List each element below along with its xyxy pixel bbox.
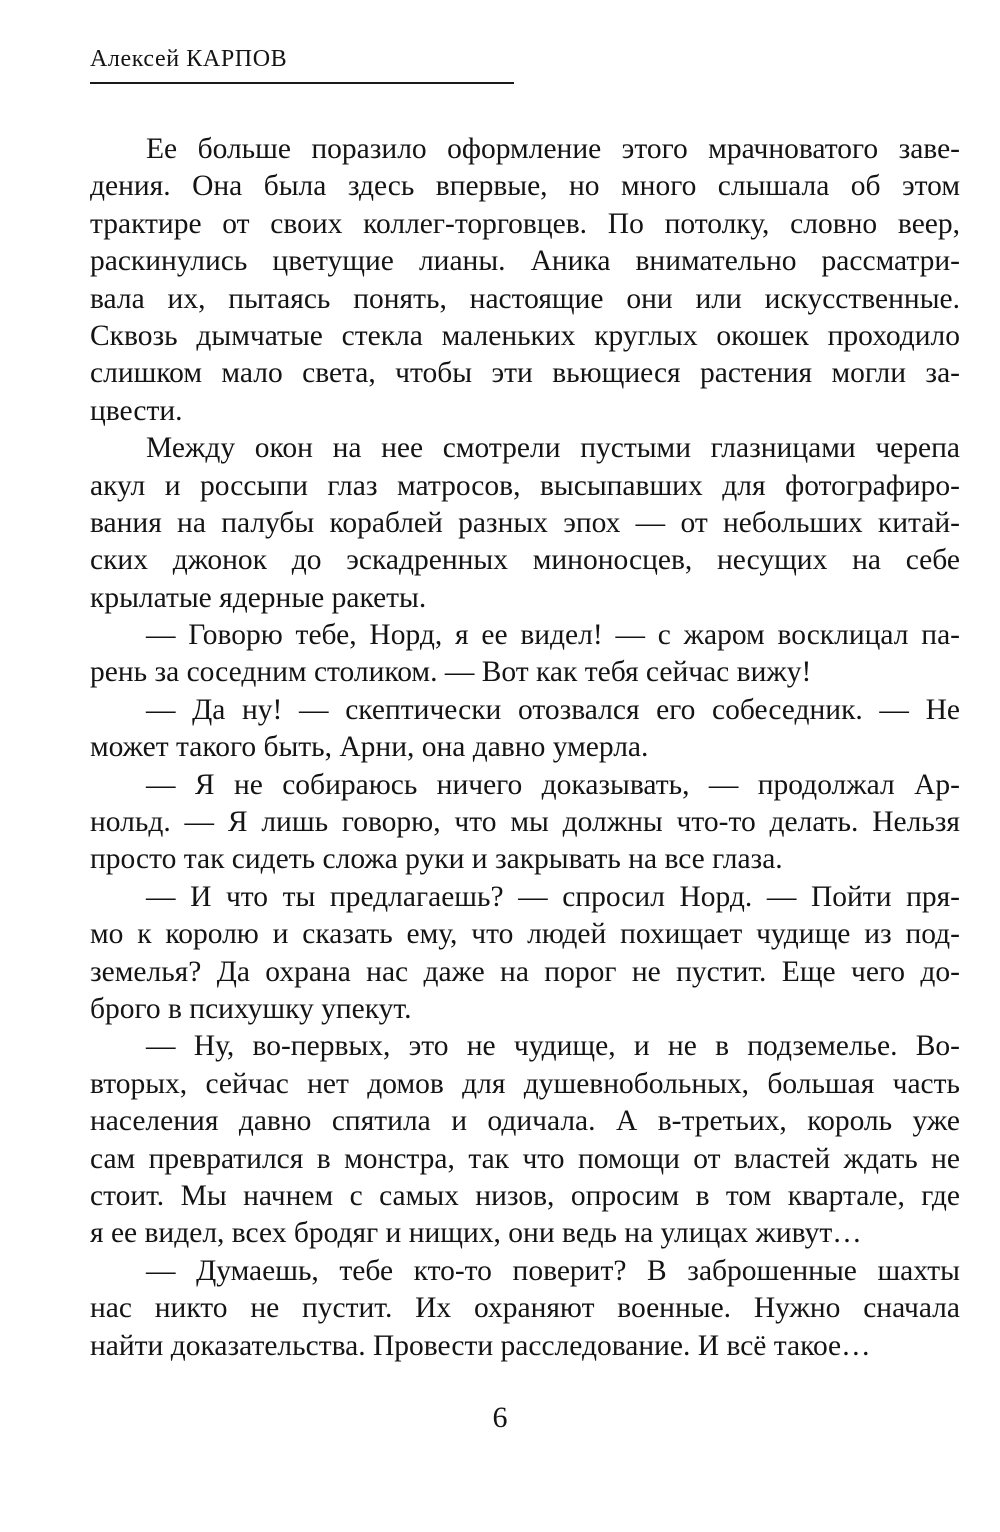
text-line: мо к королю и сказать ему, что людей похищает чудище из под- xyxy=(90,918,960,951)
text-line: Сквозь дымчатые стекла маленьких круглых окошек проходило xyxy=(90,319,960,352)
text-line: населения давно спятила и одичала. А в-третьих, король уже xyxy=(90,1105,960,1138)
text-line: найти доказательства. Провести расследование. И всё такое… xyxy=(90,1329,871,1362)
text-line: Ее больше поразило оформление этого мрачноватого заве- xyxy=(146,133,960,165)
text-line: — Думаешь, тебе кто-то поверит? В заброшенные шахты xyxy=(146,1254,960,1287)
text-line: нольд. — Я лишь говорю, что мы должны что-то делать. Нельзя xyxy=(90,806,960,839)
text-line: раскинулись цветущие лианы. Аника внимательно рассматри- xyxy=(90,245,960,278)
text-line: просто так сидеть сложа руки и закрывать на все глаза. xyxy=(90,843,783,876)
author-first-name: Алексей xyxy=(90,46,180,72)
text-line: вторых, сейчас нет домов для душевнобольных, большая часть xyxy=(90,1067,960,1100)
text-line: дения. Она была здесь впервые, но много слышала об этом xyxy=(90,170,960,203)
text-line: трактире от своих коллег-торговцев. По потолку, словно веер, xyxy=(90,207,960,240)
text-line: стоит. Мы начнем с самых низов, опросим в том квартале, где xyxy=(90,1179,960,1212)
text-line: нас никто не пустит. Их охраняют военные. Нужно сначала xyxy=(90,1292,960,1325)
text-line: брого в психушку упекут. xyxy=(90,992,412,1025)
text-line: рень за соседним столиком. — Вот как тебя сейчас вижу! xyxy=(90,656,812,689)
running-head xyxy=(90,42,287,76)
text-line: цвести. xyxy=(90,394,183,427)
text-line: — И что ты предлагаешь? — спросил Норд. — Пойти пря- xyxy=(146,880,960,913)
text-line: ских джонок до эскадренных миноносцев, несущих на себе xyxy=(90,544,960,577)
author-last-name: КАРПОВ xyxy=(186,46,288,72)
text-line: вания на палубы кораблей разных эпох — от небольших китай- xyxy=(90,506,960,539)
text-line: вала их, пытаясь понять, настоящие они или искусственные. xyxy=(90,282,960,315)
body-text xyxy=(90,131,960,1365)
text-line: может такого быть, Арни, она давно умерла. xyxy=(90,731,649,764)
text-line: слишком мало света, чтобы эти вьющиеся растения могли за- xyxy=(90,357,960,390)
text-line: — Ну, во-первых, это не чудище, и не в подземелье. Во- xyxy=(146,1030,960,1063)
text-line: я ее видел, всех бродяг и нищих, они ведь на улицах живут… xyxy=(90,1217,862,1250)
text-line: — Говорю тебе, Норд, я ее видел! — с жаром восклицал па- xyxy=(146,619,960,652)
text-line: — Я не собираюсь ничего доказывать, — продолжал Ар- xyxy=(146,768,960,801)
text-line: Между окон на нее смотрели пустыми глазницами черепа xyxy=(146,432,960,465)
text-line: — Да ну! — скептически отозвался его собеседник. — Не xyxy=(146,693,960,726)
text-line: крылатые ядерные ракеты. xyxy=(90,581,427,614)
page-number: 6 xyxy=(492,1401,508,1434)
header-rule xyxy=(90,82,514,84)
text-line: сам превратился в монстра, так что помощи от властей ждать не xyxy=(90,1142,960,1175)
text-line: акул и россыпи глаз матросов, высыпавших для фотографиро- xyxy=(90,469,960,502)
text-line: земелья? Да охрана нас даже на порог не пустит. Еще чего до- xyxy=(90,955,960,988)
